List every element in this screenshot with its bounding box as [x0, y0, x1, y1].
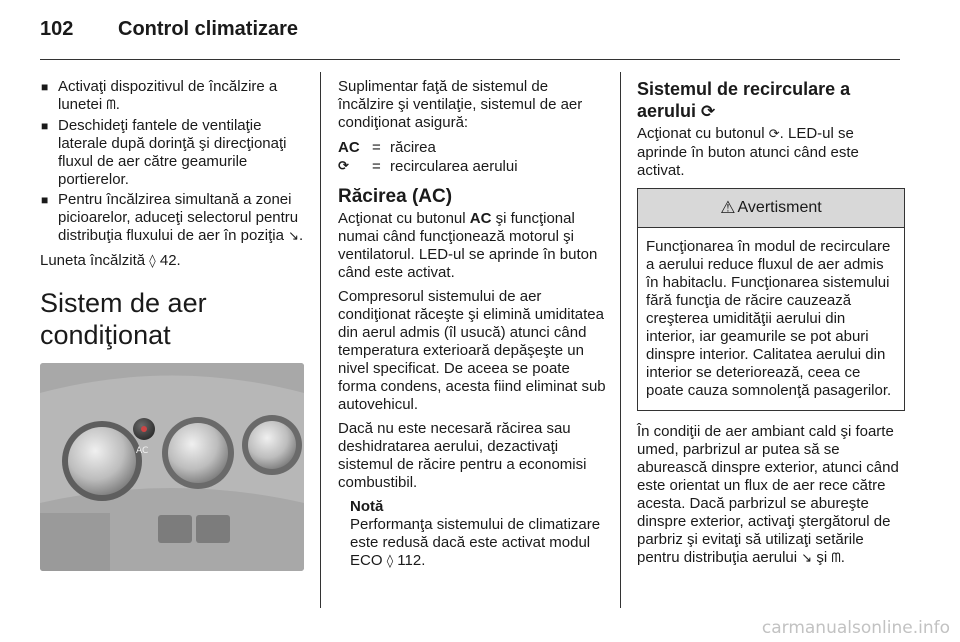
recirculation-paragraph: Acţionat cu butonul ⟳. LED-ul se aprinde în buton atunci când este activat.: [637, 125, 859, 179]
recirculation-title: Sistemul de recirculare a aerului ⟳: [637, 79, 851, 122]
definition-row: ⟳ = recircularea aerului: [338, 157, 518, 175]
page-number: 102: [40, 18, 74, 40]
cooling-paragraph: Acţionat cu butonul AC şi funcţional numai când funcţionează motorul şi ventilatorul. LED-ul se aprinde în buton când este activat.: [338, 210, 598, 281]
warning-triangle-icon: ⚠: [720, 198, 736, 218]
column-divider-right: [620, 72, 621, 608]
note-text[interactable]: Performanţa sistemului de climatizare este redusă dacă este activat modul ECO ◊ 112.: [350, 516, 601, 569]
instruction-list: [40, 78, 306, 246]
page-ref-arrow-icon: ◊: [149, 254, 156, 269]
climate-panel-illustration: [40, 363, 304, 571]
list-item: ■ Deschideţi fantele de ventilaţie laterale după dorinţă şi direcţionaţi fluxul de aer către geamurile portierelor.: [41, 117, 287, 188]
definition-key: AC: [338, 138, 360, 156]
temperature-knob: [68, 427, 136, 495]
column-divider-left: [320, 72, 321, 608]
column-1: [40, 78, 306, 571]
definition-value: recircularea aerului: [390, 157, 518, 175]
page-title: Control climatizare: [118, 18, 299, 40]
bullet-icon: ■: [41, 80, 49, 94]
warning-header: [638, 189, 904, 228]
subsection-title: Răcirea (AC): [338, 186, 453, 207]
climate-control-panel-photo: [40, 363, 304, 571]
recirculation-icon: ⟳: [701, 102, 716, 122]
header-divider: [40, 59, 900, 60]
warning-text: Funcţionarea în modul de recirculare a aerului reduce fluxul de aer admis în habitaclu. Funcţionarea sistemului fără funcţia de răcire cauzează creşterea umidităţii aerului din interior, iar geamurile se pot aburi dinspre interior. Calitatea aerului din interior se deteriorează, ceea ce poate cauza somnolenţă pasagerilor.: [646, 238, 892, 399]
section-title: Sistem de aer condiţionat: [40, 288, 207, 350]
column-2: [338, 78, 606, 571]
column-3: [637, 78, 905, 574]
note-title: Notă: [350, 498, 384, 515]
ac-led: [141, 426, 147, 432]
footwell-airflow-icon: ↘: [288, 229, 300, 244]
distribution-knob: [248, 421, 296, 469]
watermark: carmanualsonline.info: [761, 618, 950, 638]
recirculation-icon: ⟳: [768, 127, 780, 142]
ac-label: AC: [136, 446, 149, 456]
bullet-icon: ■: [41, 119, 49, 133]
list-item: ■ Pentru încălzirea simultană a zonei picioarelor, aduceţi selectorul pentru distribuţia fluxului de aer în poziţia ↘.: [41, 191, 304, 244]
note-block: [350, 498, 606, 571]
economy-paragraph: Dacă nu este necesară răcirea sau deshidratarea aerului, dezactivaţi sistemul de răcire pentru a economisi combustibil.: [338, 420, 587, 491]
warning-title: Avertisment: [737, 199, 822, 216]
warning-box: [637, 188, 905, 411]
page-header: [40, 14, 924, 54]
intro-paragraph: Suplimentar faţă de sistemul de încălzire şi ventilaţie, sistemul de aer condiţionat asigură:: [338, 78, 583, 131]
lower-switch-left: [158, 515, 192, 543]
fogging-paragraph: În condiţii de aer ambiant cald şi foarte umed, parbrizul ar putea să se aburească dinspre exterior, atunci când este orientat un flux de aer rece către acesta. Dacă parbrizul se abureşte dinspre exterior, activaţi ştergătorul de parbriz şi evitaţi să utilizaţi setările pentru distribuţia aerului ↘ şi ᗰ.: [637, 423, 899, 566]
bullet-icon: ■: [41, 193, 49, 207]
fan-knob: [168, 423, 228, 483]
recirculation-icon: ⟳: [338, 158, 349, 174]
definition-list: [338, 138, 606, 176]
definition-value: răcirea: [390, 138, 436, 156]
cross-reference[interactable]: Luneta încălzită ◊ 42.: [40, 252, 181, 269]
definition-row: AC = răcirea: [338, 138, 436, 156]
page-ref-arrow-icon: ◊: [386, 554, 394, 569]
lower-panel: [40, 513, 110, 571]
compressor-paragraph: Compresorul sistemului de aer condiţionat răceşte şi elimină umiditatea din aerul admis (îl usucă) atunci când temperatura exterioară depăşeşte un nivel specificat. De aceea se poate forma condens, acesta fiind eliminat sub autovehicul.: [338, 288, 606, 413]
footwell-airflow-icon: ↘: [801, 551, 813, 566]
windscreen-defrost-icon: ᗰ: [831, 551, 841, 566]
list-item: ■ Activaţi dispozitivul de încălzire a lunetei ᗰ.: [41, 78, 278, 113]
rear-window-heating-icon: ᗰ: [106, 98, 116, 113]
lower-switch-right: [196, 515, 230, 543]
